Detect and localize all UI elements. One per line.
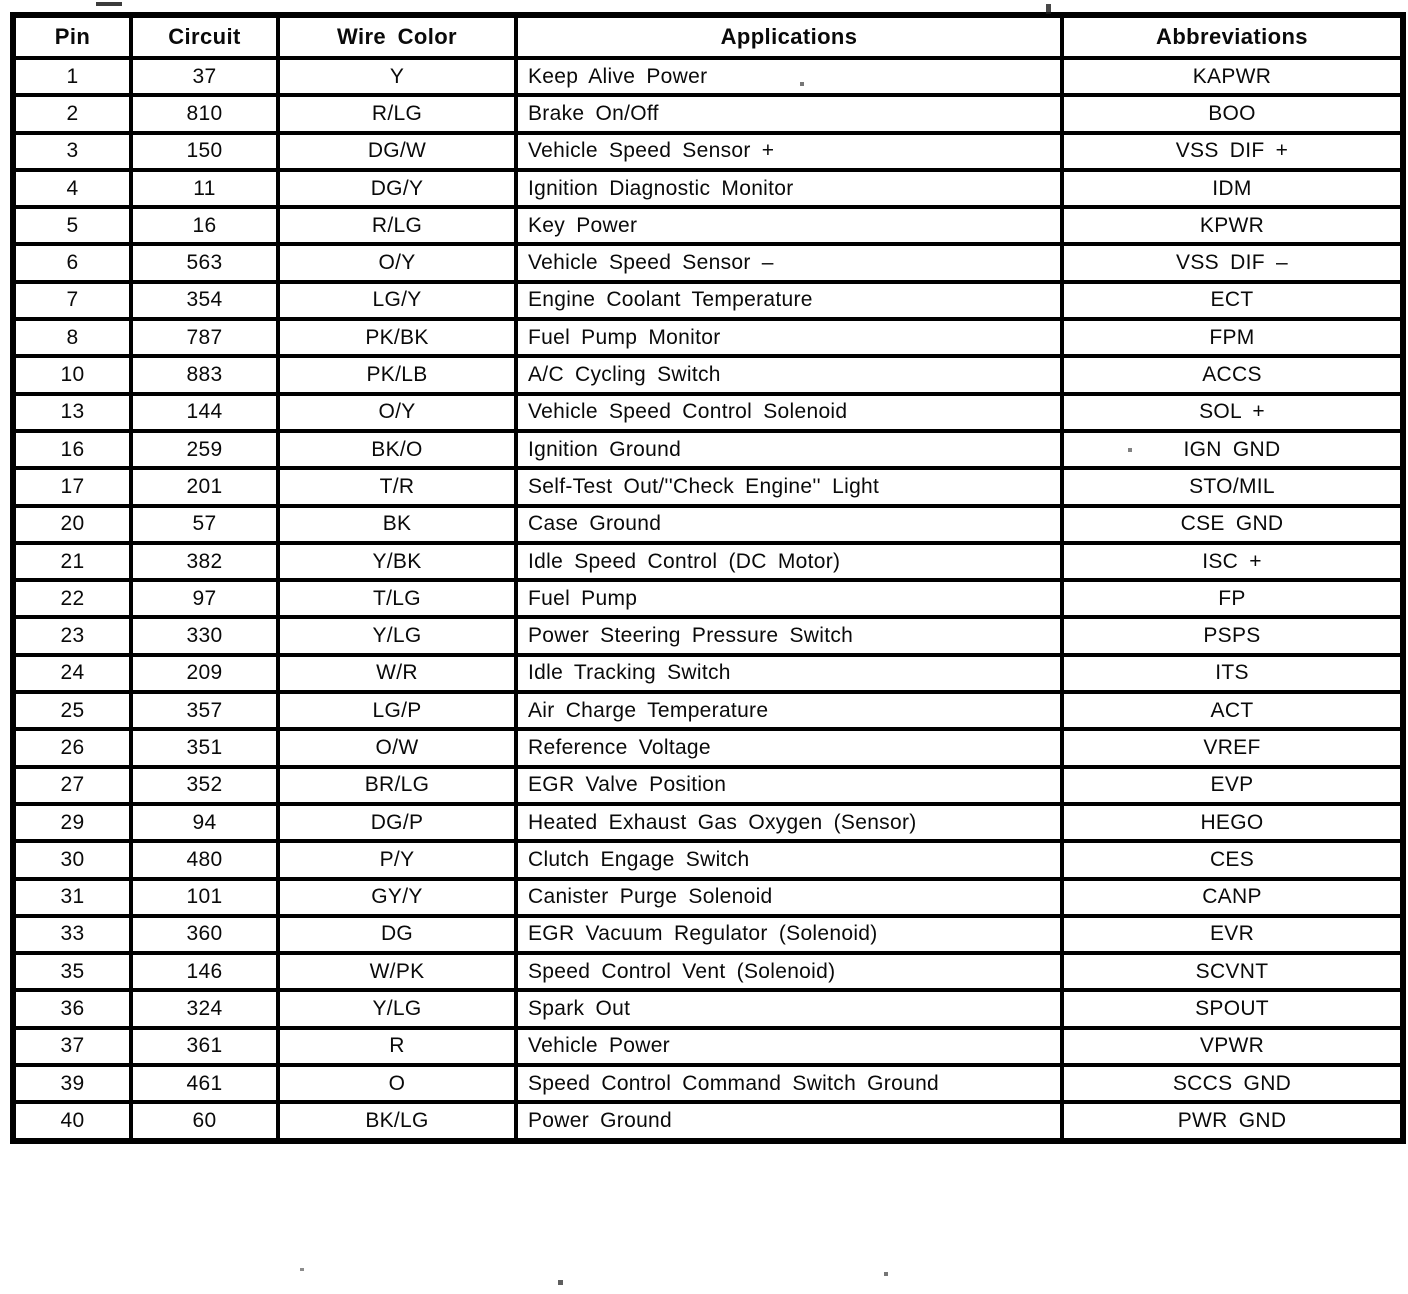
applications-cell: A/C Cycling Switch [516,356,1062,393]
abbreviations-cell: CSE GND [1062,506,1403,543]
circuit-cell: 144 [131,394,278,431]
pin-cell: 26 [13,729,131,766]
table-row [13,1102,1403,1140]
table-row [13,431,1403,468]
table-row [13,841,1403,878]
abbreviations-cell: SPOUT [1062,990,1403,1027]
abbreviations-cell: VREF [1062,729,1403,766]
applications-cell: Canister Purge Solenoid [516,879,1062,916]
header-pin: Pin [13,15,131,58]
abbreviations-cell: ECT [1062,282,1403,319]
applications-cell: Vehicle Power [516,1028,1062,1065]
wire-color-cell: PK/BK [278,319,516,356]
table-row [13,990,1403,1027]
abbreviations-cell: SCCS GND [1062,1065,1403,1102]
circuit-cell: 146 [131,953,278,990]
wire-color-cell: W/R [278,655,516,692]
circuit-cell: 330 [131,617,278,654]
circuit-cell: 563 [131,244,278,281]
circuit-cell: 101 [131,879,278,916]
table-body [13,58,1403,1141]
wire-color-cell: P/Y [278,841,516,878]
pin-cell: 33 [13,916,131,953]
pin-cell: 29 [13,804,131,841]
header-circuit: Circuit [131,15,278,58]
pin-cell: 16 [13,431,131,468]
abbreviations-cell: FP [1062,580,1403,617]
abbreviations-cell: VPWR [1062,1028,1403,1065]
wire-color-cell: R [278,1028,516,1065]
wire-color-cell: Y/LG [278,617,516,654]
scan-speck [300,1268,304,1271]
pin-cell: 27 [13,767,131,804]
wire-color-cell: DG/P [278,804,516,841]
circuit-cell: 352 [131,767,278,804]
table-row [13,580,1403,617]
table-header [13,15,1403,58]
pin-cell: 5 [13,207,131,244]
wire-color-cell: O/Y [278,244,516,281]
table-row [13,543,1403,580]
abbreviations-cell: CANP [1062,879,1403,916]
applications-cell: Engine Coolant Temperature [516,282,1062,319]
circuit-cell: 324 [131,990,278,1027]
wire-color-cell: BK/LG [278,1102,516,1140]
wire-color-cell: R/LG [278,95,516,132]
table-row [13,356,1403,393]
table-row [13,58,1403,95]
wire-color-cell: R/LG [278,207,516,244]
abbreviations-cell: ITS [1062,655,1403,692]
wire-color-cell: Y/BK [278,543,516,580]
abbreviations-cell: EVP [1062,767,1403,804]
table-row [13,767,1403,804]
pin-cell: 2 [13,95,131,132]
circuit-cell: 37 [131,58,278,95]
applications-cell: EGR Valve Position [516,767,1062,804]
wire-color-cell: T/LG [278,580,516,617]
header-wire-color: Wire Color [278,15,516,58]
abbreviations-cell: PSPS [1062,617,1403,654]
applications-cell: Speed Control Vent (Solenoid) [516,953,1062,990]
abbreviations-cell: VSS DIF – [1062,244,1403,281]
circuit-cell: 461 [131,1065,278,1102]
pin-cell: 8 [13,319,131,356]
pin-cell: 22 [13,580,131,617]
applications-cell: Key Power [516,207,1062,244]
circuit-cell: 357 [131,692,278,729]
wire-color-cell: PK/LB [278,356,516,393]
pin-cell: 37 [13,1028,131,1065]
applications-cell: Idle Speed Control (DC Motor) [516,543,1062,580]
circuit-cell: 354 [131,282,278,319]
circuit-cell: 97 [131,580,278,617]
applications-cell: Brake On/Off [516,95,1062,132]
abbreviations-cell: PWR GND [1062,1102,1403,1140]
wire-color-cell: W/PK [278,953,516,990]
applications-cell: Speed Control Command Switch Ground [516,1065,1062,1102]
scan-speck [1128,448,1132,452]
pin-cell: 7 [13,282,131,319]
table-row [13,95,1403,132]
applications-cell: Power Steering Pressure Switch [516,617,1062,654]
scan-speck [884,1272,888,1276]
table-row [13,804,1403,841]
circuit-cell: 94 [131,804,278,841]
applications-cell: Air Charge Temperature [516,692,1062,729]
table-row [13,692,1403,729]
wire-color-cell: O/Y [278,394,516,431]
applications-cell: Clutch Engage Switch [516,841,1062,878]
table-row [13,1028,1403,1065]
pin-cell: 4 [13,170,131,207]
applications-cell: Ignition Ground [516,431,1062,468]
applications-cell: Self-Test Out/''Check Engine'' Light [516,468,1062,505]
table-row [13,319,1403,356]
applications-cell: Ignition Diagnostic Monitor [516,170,1062,207]
wire-color-cell: LG/Y [278,282,516,319]
pin-cell: 6 [13,244,131,281]
abbreviations-cell: ISC + [1062,543,1403,580]
pin-cell: 40 [13,1102,131,1140]
applications-cell: EGR Vacuum Regulator (Solenoid) [516,916,1062,953]
pin-cell: 21 [13,543,131,580]
pin-cell: 30 [13,841,131,878]
table-row [13,207,1403,244]
abbreviations-cell: ACCS [1062,356,1403,393]
pin-cell: 39 [13,1065,131,1102]
table-row [13,729,1403,766]
table-row [13,133,1403,170]
circuit-cell: 382 [131,543,278,580]
abbreviations-cell: STO/MIL [1062,468,1403,505]
pin-cell: 13 [13,394,131,431]
circuit-cell: 209 [131,655,278,692]
wire-color-cell: GY/Y [278,879,516,916]
scan-speck [800,82,804,86]
abbreviations-cell: ACT [1062,692,1403,729]
abbreviations-cell: VSS DIF + [1062,133,1403,170]
wire-color-cell: Y/LG [278,990,516,1027]
circuit-cell: 883 [131,356,278,393]
table-row [13,879,1403,916]
wire-color-cell: Y [278,58,516,95]
circuit-cell: 16 [131,207,278,244]
pin-cell: 10 [13,356,131,393]
wire-color-cell: O [278,1065,516,1102]
pin-cell: 3 [13,133,131,170]
abbreviations-cell: KAPWR [1062,58,1403,95]
circuit-cell: 11 [131,170,278,207]
wire-color-cell: BK/O [278,431,516,468]
applications-cell: Reference Voltage [516,729,1062,766]
applications-cell: Fuel Pump Monitor [516,319,1062,356]
abbreviations-cell: EVR [1062,916,1403,953]
pin-cell: 31 [13,879,131,916]
wire-color-cell: DG/Y [278,170,516,207]
header-row [13,15,1403,58]
table-row [13,916,1403,953]
circuit-cell: 150 [131,133,278,170]
pin-cell: 23 [13,617,131,654]
wire-color-cell: DG [278,916,516,953]
abbreviations-cell: IDM [1062,170,1403,207]
circuit-cell: 360 [131,916,278,953]
wire-color-cell: O/W [278,729,516,766]
table-row [13,468,1403,505]
pin-cell: 20 [13,506,131,543]
table-row [13,506,1403,543]
header-abbreviations: Abbreviations [1062,15,1403,58]
abbreviations-cell: KPWR [1062,207,1403,244]
circuit-cell: 57 [131,506,278,543]
wire-color-cell: T/R [278,468,516,505]
pin-cell: 1 [13,58,131,95]
applications-cell: Spark Out [516,990,1062,1027]
circuit-cell: 787 [131,319,278,356]
circuit-cell: 259 [131,431,278,468]
scan-speck [1046,4,1051,14]
applications-cell: Keep Alive Power [516,58,1062,95]
abbreviations-cell: IGN GND [1062,431,1403,468]
abbreviations-cell: SCVNT [1062,953,1403,990]
applications-cell: Vehicle Speed Sensor + [516,133,1062,170]
abbreviations-cell: BOO [1062,95,1403,132]
circuit-cell: 351 [131,729,278,766]
wire-color-cell: DG/W [278,133,516,170]
circuit-cell: 480 [131,841,278,878]
table-row [13,1065,1403,1102]
wire-color-cell: LG/P [278,692,516,729]
applications-cell: Idle Tracking Switch [516,655,1062,692]
scan-speck [96,2,122,6]
wire-color-cell: BR/LG [278,767,516,804]
pin-cell: 35 [13,953,131,990]
applications-cell: Case Ground [516,506,1062,543]
abbreviations-cell: FPM [1062,319,1403,356]
pin-cell: 24 [13,655,131,692]
pin-cell: 17 [13,468,131,505]
abbreviations-cell: HEGO [1062,804,1403,841]
table-row [13,617,1403,654]
circuit-cell: 201 [131,468,278,505]
table-row [13,244,1403,281]
table-row [13,655,1403,692]
circuit-cell: 361 [131,1028,278,1065]
pin-cell: 36 [13,990,131,1027]
applications-cell: Vehicle Speed Sensor – [516,244,1062,281]
scan-speck [558,1280,563,1285]
pin-cell: 25 [13,692,131,729]
table-row [13,953,1403,990]
pinout-table [10,12,1406,1144]
circuit-cell: 60 [131,1102,278,1140]
circuit-cell: 810 [131,95,278,132]
wire-color-cell: BK [278,506,516,543]
abbreviations-cell: CES [1062,841,1403,878]
abbreviations-cell: SOL + [1062,394,1403,431]
applications-cell: Heated Exhaust Gas Oxygen (Sensor) [516,804,1062,841]
applications-cell: Vehicle Speed Control Solenoid [516,394,1062,431]
table-row [13,394,1403,431]
header-applications: Applications [516,15,1062,58]
table-row [13,282,1403,319]
applications-cell: Power Ground [516,1102,1062,1140]
table-row [13,170,1403,207]
applications-cell: Fuel Pump [516,580,1062,617]
